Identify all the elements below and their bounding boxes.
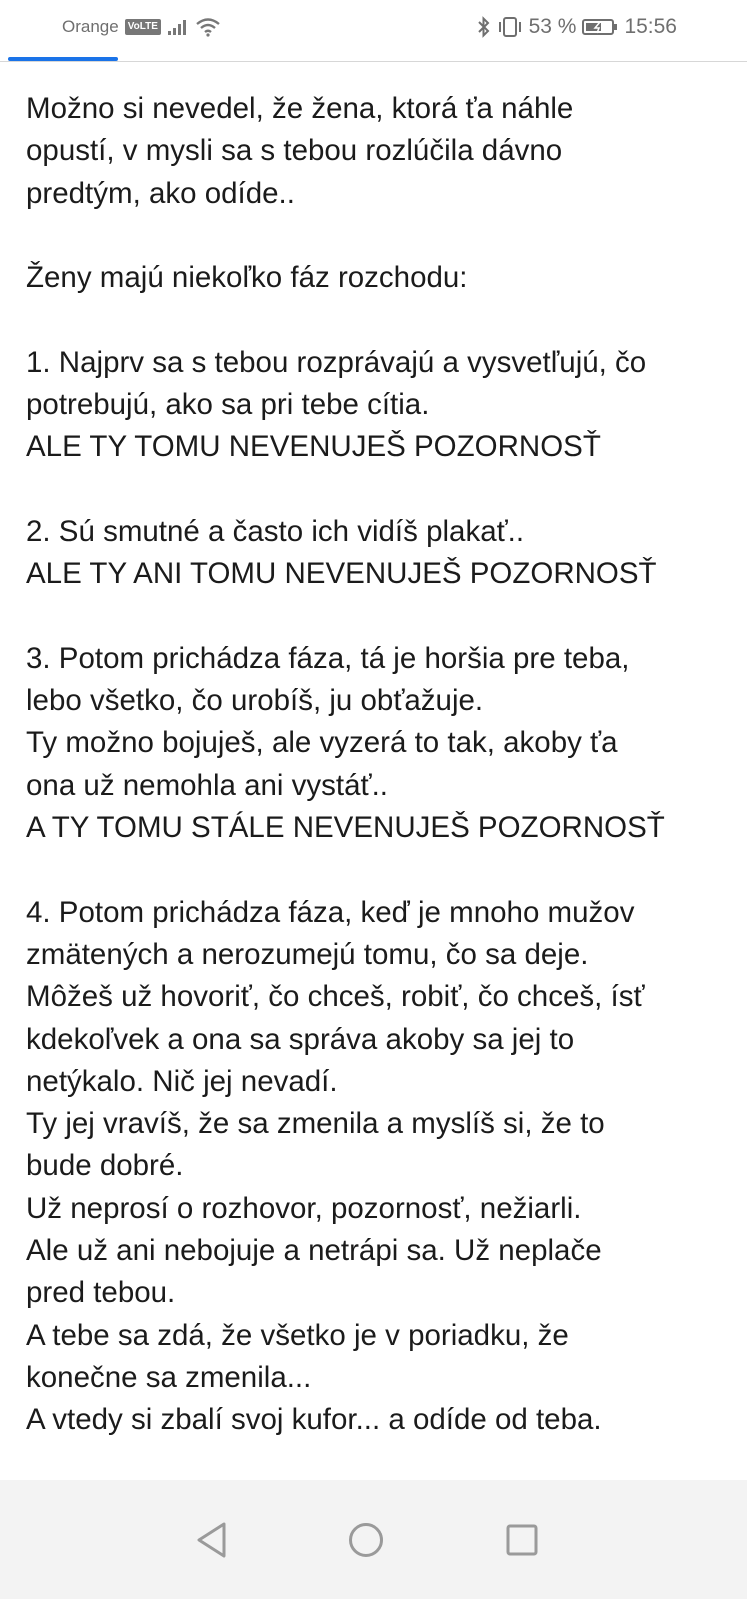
text-line: kdekoľvek a ona sa správa akoby sa jej to [26,1022,575,1056]
status-right [477,15,677,39]
text-line: netýkalo. Nič jej nevadí. [26,1064,338,1098]
home-icon [347,1521,385,1559]
text-line: pred tebou. [26,1276,176,1310]
text-line: Ženy majú niekoľko fáz rozchodu: [26,261,468,295]
header-divider [0,61,747,62]
article-text [26,88,726,1442]
carrier-name: Orange [62,17,119,36]
blank-line [26,596,726,638]
text-line: opustí, v mysli sa s tebou rozlúčila dávno [26,134,563,168]
active-tab-indicator [8,57,118,61]
back-icon [195,1521,229,1559]
text-line: Ty možno bojuješ, ale vyzerá to tak, akoby ťa [26,726,618,760]
wifi-icon [195,17,221,37]
text-line: Môžeš už hovoriť, čo chceš, robiť, čo chceš, ísť [26,980,645,1014]
status-left [62,17,221,37]
battery-icon [582,17,618,37]
text-line: zmätených a nerozumejú tomu, čo sa deje. [26,937,589,971]
signal-icon [167,18,189,36]
volte-badge: VoLTE [125,19,161,35]
text-line: 2. Sú smutné a často ich vidíš plakať.. [26,514,525,548]
text-line: 4. Potom prichádza fáza, keď je mnoho mužov [26,895,635,929]
text-line: Ale už ani nebojuje a netrápi sa. Už neplače [26,1234,602,1268]
text-line: ALE TY ANI TOMU NEVENUJEŠ POZORNOSŤ [26,557,657,591]
text-line: Ty jej vravíš, že sa zmenila a myslíš si, že to [26,1107,605,1141]
text-line: 1. Najprv sa s tebou rozprávajú a vysvetľujú, čo [26,345,647,379]
home-button[interactable] [344,1518,388,1562]
text-line: 3. Potom prichádza fáza, tá je horšia pre teba, [26,641,630,675]
text-line: Možno si nevedel, že žena, ktorá ťa náhle [26,92,574,125]
text-line: konečne sa zmenila... [26,1360,312,1394]
battery-percent: 53 % [528,15,577,38]
status-bar [0,0,747,60]
clock: 15:56 [624,15,677,38]
navigation-bar [0,1480,747,1599]
blank-line [26,299,726,341]
text-line: Už neprosí o rozhovor, pozornosť, nežiarli. [26,1191,582,1225]
text-line: ALE TY TOMU NEVENUJEŠ POZORNOSŤ [26,430,601,464]
vibrate-icon [497,16,523,38]
bluetooth-icon [477,16,491,38]
text-line: potrebujú, ako sa pri tebe cítia. [26,388,430,422]
blank-line [26,849,726,891]
recents-icon [504,1522,540,1558]
back-button[interactable] [190,1518,234,1562]
text-line: lebo všetko, čo urobíš, ju obťažuje. [26,684,484,718]
blank-line [26,469,726,511]
text-line: A TY TOMU STÁLE NEVENUJEŠ POZORNOSŤ [26,811,665,845]
text-line: predtým, ako odíde.. [26,176,295,210]
recents-button[interactable] [500,1518,544,1562]
text-line: ona už nemohla ani vystáť.. [26,768,388,802]
text-line: bude dobré. [26,1149,184,1183]
text-line: A tebe sa zdá, že všetko je v poriadku, že [26,1318,569,1352]
text-line: A vtedy si zbalí svoj kufor... a odíde od teba. [26,1403,602,1437]
blank-line [26,215,726,257]
